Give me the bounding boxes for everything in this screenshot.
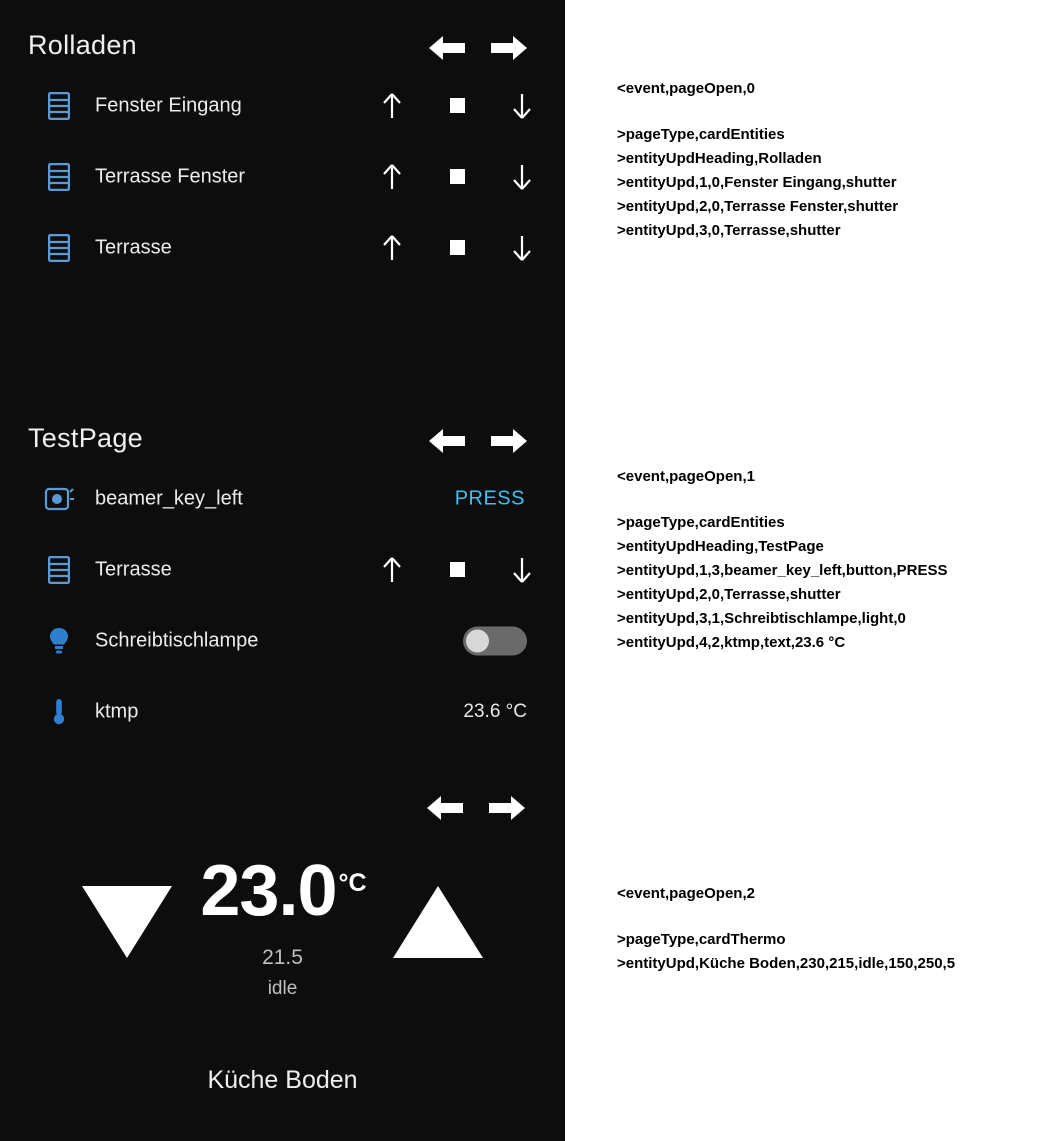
log-line: >pageType,cardThermo bbox=[617, 931, 786, 948]
thermometer-icon bbox=[42, 695, 76, 729]
down-arrow-icon bbox=[510, 234, 534, 262]
log-line: >entityUpdHeading,Rolladen bbox=[617, 150, 822, 167]
card-header bbox=[0, 393, 565, 455]
next-page-button[interactable] bbox=[483, 788, 531, 828]
bulb-icon bbox=[42, 624, 76, 658]
shutter-stop-button[interactable] bbox=[440, 89, 474, 123]
nav-arrows bbox=[421, 788, 541, 828]
list-item[interactable] bbox=[0, 141, 565, 212]
list-item[interactable] bbox=[0, 534, 565, 605]
arrow-right-icon bbox=[485, 421, 533, 461]
list-item-label: ktmp bbox=[95, 700, 139, 722]
projector-icon bbox=[42, 482, 76, 516]
shutter-down-button[interactable] bbox=[505, 553, 539, 587]
log-event-header: <event,pageOpen,1 bbox=[617, 468, 755, 485]
list-item-label: Terrasse Fenster bbox=[95, 165, 246, 187]
page-title: TestPage bbox=[28, 423, 143, 453]
log-block-page1 bbox=[617, 468, 948, 655]
log-line: >entityUpd,Küche Boden,230,215,idle,150,250,5 bbox=[617, 955, 956, 972]
log-block-page0 bbox=[617, 80, 898, 243]
list-item-label: Terrasse bbox=[95, 236, 172, 258]
log-event-header: <event,pageOpen,2 bbox=[617, 885, 755, 902]
stop-square-icon bbox=[450, 240, 465, 255]
entity-rows bbox=[0, 70, 565, 283]
down-arrow-icon bbox=[510, 92, 534, 120]
card-header bbox=[0, 0, 565, 62]
light-toggle[interactable] bbox=[463, 626, 527, 655]
list-item-label: Schreibtischlampe bbox=[95, 629, 259, 651]
up-arrow-icon bbox=[380, 556, 404, 584]
log-line: >entityUpd,4,2,ktmp,text,23.6 °C bbox=[617, 634, 846, 651]
shutter-controls bbox=[357, 231, 527, 265]
nav-arrows bbox=[423, 421, 543, 461]
shutter-up-button[interactable] bbox=[375, 89, 409, 123]
temperature-value: 23.6 °C bbox=[463, 700, 527, 722]
next-page-button[interactable] bbox=[485, 28, 533, 68]
shutter-down-button[interactable] bbox=[505, 231, 539, 265]
list-item-label: Terrasse bbox=[95, 558, 172, 580]
arrow-right-icon bbox=[483, 788, 531, 828]
up-arrow-icon bbox=[380, 92, 404, 120]
arrow-left-icon bbox=[423, 421, 471, 461]
log-block-page2 bbox=[617, 885, 955, 976]
press-button[interactable]: PRESS bbox=[454, 487, 525, 509]
page-title: Rolladen bbox=[28, 30, 137, 60]
prev-page-button[interactable] bbox=[423, 421, 471, 461]
card-rolladen bbox=[0, 0, 565, 283]
next-page-button[interactable] bbox=[485, 421, 533, 461]
shutter-stop-button[interactable] bbox=[440, 231, 474, 265]
shutter-icon bbox=[42, 231, 76, 265]
nav-arrows bbox=[423, 28, 543, 68]
card-thermo bbox=[0, 768, 565, 1128]
shutter-down-button[interactable] bbox=[505, 89, 539, 123]
shutter-icon bbox=[42, 553, 76, 587]
arrow-left-icon bbox=[421, 788, 469, 828]
current-temperature-value: 23.0 bbox=[200, 851, 337, 931]
shutter-down-button[interactable] bbox=[505, 160, 539, 194]
shutter-icon bbox=[42, 160, 76, 194]
shutter-controls bbox=[357, 553, 527, 587]
shutter-up-button[interactable] bbox=[375, 160, 409, 194]
list-item-label: Fenster Eingang bbox=[95, 94, 242, 116]
list-item-label: beamer_key_left bbox=[95, 487, 243, 509]
shutter-icon bbox=[42, 89, 76, 123]
list-item[interactable] bbox=[0, 70, 565, 141]
stop-square-icon bbox=[450, 169, 465, 184]
entity-rows bbox=[0, 463, 565, 747]
down-arrow-icon bbox=[510, 163, 534, 191]
arrow-right-icon bbox=[485, 28, 533, 68]
shutter-stop-button[interactable] bbox=[440, 553, 474, 587]
list-item[interactable] bbox=[0, 463, 565, 534]
list-item bbox=[0, 676, 565, 747]
shutter-controls bbox=[357, 89, 527, 123]
toggle-knob bbox=[466, 629, 489, 652]
up-arrow-icon bbox=[380, 234, 404, 262]
log-line: >entityUpd,1,0,Fenster Eingang,shutter bbox=[617, 174, 897, 191]
thermostat-state: idle bbox=[267, 978, 298, 999]
current-temperature bbox=[0, 850, 565, 932]
stop-square-icon bbox=[450, 98, 465, 113]
log-line: >entityUpd,3,1,Schreibtischlampe,light,0 bbox=[617, 610, 906, 627]
shutter-controls bbox=[357, 160, 527, 194]
arrow-left-icon bbox=[423, 28, 471, 68]
down-arrow-icon bbox=[510, 556, 534, 584]
serial-log-pane bbox=[565, 0, 1045, 1141]
shutter-stop-button[interactable] bbox=[440, 160, 474, 194]
log-line: >entityUpd,3,0,Terrasse,shutter bbox=[617, 222, 841, 239]
log-line: >entityUpd,2,0,Terrasse Fenster,shutter bbox=[617, 198, 899, 215]
prev-page-button[interactable] bbox=[423, 28, 471, 68]
stop-square-icon bbox=[450, 562, 465, 577]
list-item[interactable] bbox=[0, 212, 565, 283]
temperature-unit: °C bbox=[338, 868, 367, 897]
shutter-up-button[interactable] bbox=[375, 231, 409, 265]
prev-page-button[interactable] bbox=[421, 788, 469, 828]
log-event-header: <event,pageOpen,0 bbox=[617, 80, 755, 97]
thermostat-name: Küche Boden bbox=[207, 1066, 358, 1094]
log-line: >pageType,cardEntities bbox=[617, 126, 785, 143]
shutter-up-button[interactable] bbox=[375, 553, 409, 587]
log-line: >entityUpd,1,3,beamer_key_left,button,PRESS bbox=[617, 562, 948, 579]
card-testpage bbox=[0, 393, 565, 747]
thermostat-panel bbox=[0, 768, 565, 1128]
list-item[interactable] bbox=[0, 605, 565, 676]
log-line: >entityUpd,2,0,Terrasse,shutter bbox=[617, 586, 841, 603]
up-arrow-icon bbox=[380, 163, 404, 191]
log-line: >entityUpdHeading,TestPage bbox=[617, 538, 824, 555]
log-line: >pageType,cardEntities bbox=[617, 514, 785, 531]
target-temperature: 21.5 bbox=[262, 946, 303, 969]
